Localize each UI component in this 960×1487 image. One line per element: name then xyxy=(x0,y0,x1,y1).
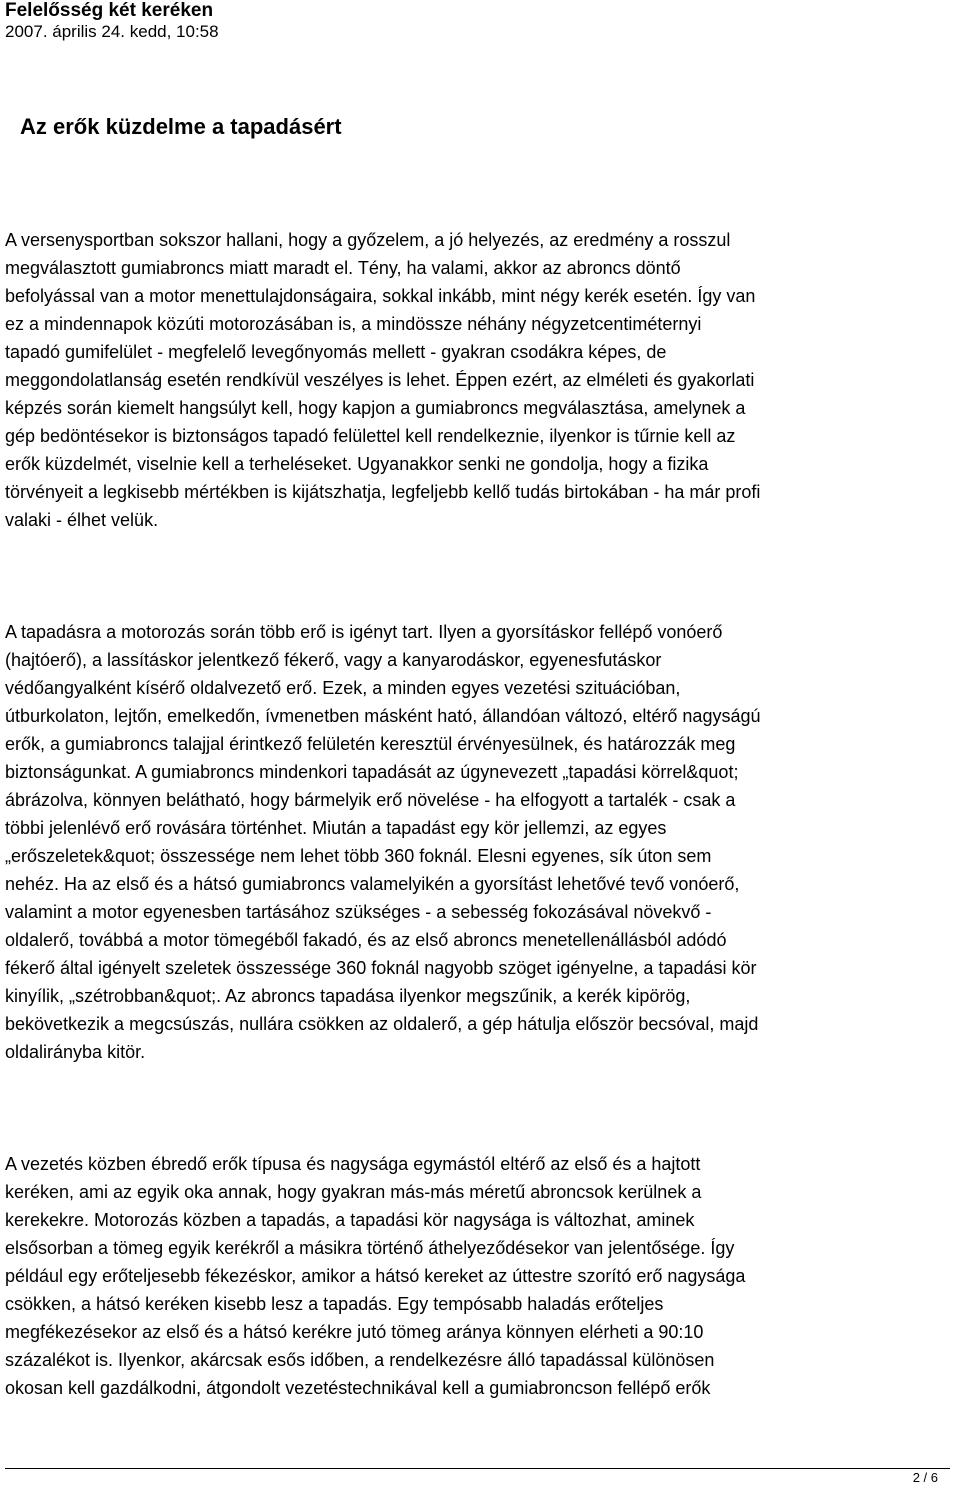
text-line: befolyással van a motor menettulajdonságaira, sokkal inkább, mint négy kerék esetén. Így van xyxy=(5,286,756,306)
footer-divider xyxy=(5,1468,950,1469)
text-line: megválasztott gumiabroncs miatt maradt el. Tény, ha valami, akkor az abroncs döntő xyxy=(5,258,681,278)
article-paragraph xyxy=(5,1150,950,1402)
text-line: képzés során kiemelt hangsúlyt kell, hogy kapjon a gumiabroncs megválasztása, amelynek a xyxy=(5,398,746,418)
text-line: például egy erőteljesebb fékezéskor, amikor a hátsó kereket az úttestre szorító erő nagysága xyxy=(5,1266,746,1286)
text-line: erők, a gumiabroncs talajjal érintkező felületén keresztül érvényesülnek, és határozzák meg xyxy=(5,734,736,754)
text-line: biztonságunkat. A gumiabroncs mindenkori tapadását az úgynevezett „tapadási körrel&quot; xyxy=(5,762,739,782)
text-line: kerekekre. Motorozás közben a tapadás, a tapadási kör nagysága is változhat, aminek xyxy=(5,1210,695,1230)
text-line: ez a mindennapok közúti motorozásában is, a mindössze néhány négyzetcentiméternyi xyxy=(5,314,702,334)
text-line: kinyílik, „szétrobban&quot;. Az abroncs tapadása ilyenkor megszűnik, a kerék kipörög, xyxy=(5,986,691,1006)
text-line: keréken, ami az egyik oka annak, hogy gyakran más-más méretű abroncsok kerülnek a xyxy=(5,1182,702,1202)
article-paragraph xyxy=(5,226,950,534)
text-line: oldalirányba kitör. xyxy=(5,1042,146,1062)
text-line: gép bedöntésekor is biztonságos tapadó felülettel kell rendelkeznie, ilyenkor is tűrnie kell az xyxy=(5,426,736,446)
text-line: meggondolatlanság esetén rendkívül veszélyes is lehet. Éppen ezért, az elméleti és gyakorlati xyxy=(5,370,755,390)
text-line: ábrázolva, könnyen belátható, hogy bármelyik erő növelése - ha elfogyott a tartalék - csak a xyxy=(5,790,736,810)
text-line: oldalerő, továbbá a motor tömegéből fakadó, és az első abroncs menetellenállásból adódó xyxy=(5,930,727,950)
text-line: nehéz. Ha az első és a hátsó gumiabroncs valamelyikén a gyorsítást lehetővé tevő vonóerő, xyxy=(5,874,740,894)
text-line: „erőszeletek&quot; összessége nem lehet több 360 foknál. Elesni egyenes, sík úton sem xyxy=(5,846,712,866)
publish-date: 2007. április 24. kedd, 10:58 xyxy=(5,22,219,41)
text-line: többi jelenlévő erő rovására történhet. Miután a tapadást egy kör jellemzi, az egyes xyxy=(5,818,667,838)
text-line: valaki - élhet velük. xyxy=(5,510,159,530)
page-number: 2 / 6 xyxy=(912,1470,938,1485)
text-line: erők küzdelmét, viselnie kell a terheléseket. Ugyanakkor senki ne gondolja, hogy a fizika xyxy=(5,454,709,474)
text-line: útburkolaton, lejtőn, emelkedőn, ívmenetben másként ható, állandóan változó, eltérő nagyságú xyxy=(5,706,761,726)
article-title: Az erők küzdelme a tapadásért xyxy=(20,114,342,139)
text-line: bekövetkezik a megcsúszás, nullára csökken az oldalerő, a gép hátulja először becsóval, majd xyxy=(5,1014,759,1034)
text-line: (hajtóerő), a lassításkor jelentkező fékerő, vagy a kanyarodáskor, egyenesfutáskor xyxy=(5,650,662,670)
text-line: védőangyalként kísérő oldalvezető erő. Ezek, a minden egyes vezetési szituációban, xyxy=(5,678,681,698)
text-line: A vezetés közben ébredő erők típusa és nagysága egymástól eltérő az első és a hajtott xyxy=(5,1154,701,1174)
text-line: okosan kell gazdálkodni, átgondolt vezetéstechnikával kell a gumiabroncson fellépő erők xyxy=(5,1378,711,1398)
text-line: fékerő által igényelt szeletek összessége 360 foknál nagyobb szöget igényelne, a tapadási kör xyxy=(5,958,757,978)
text-line: elsősorban a tömeg egyik kerékről a másikra történő áthelyeződésekor van jelentősége. Így xyxy=(5,1238,735,1258)
text-line: tapadó gumifelület - megfelelő levegőnyomás mellett - gyakran csodákra képes, de xyxy=(5,342,667,362)
text-line: A tapadásra a motorozás során több erő is igényt tart. Ilyen a gyorsításkor fellépő vonóerő xyxy=(5,622,723,642)
article-paragraph xyxy=(5,618,950,1066)
text-line: megfékezésekor az első és a hátsó kerékre jutó tömeg aránya könnyen elérheti a 90:10 xyxy=(5,1322,704,1342)
text-line: A versenysportban sokszor hallani, hogy a győzelem, a jó helyezés, az eredmény a rosszul xyxy=(5,230,731,250)
text-line: valamint a motor egyenesben tartásához szükséges - a sebesség fokozásával növekvő - xyxy=(5,902,712,922)
text-line: százalékot is. Ilyenkor, akárcsak esős időben, a rendelkezésre álló tapadással különösen xyxy=(5,1350,715,1370)
site-title: Felelősség két keréken xyxy=(5,0,214,21)
text-line: csökken, a hátsó keréken kisebb lesz a tapadás. Egy tempósabb haladás erőteljes xyxy=(5,1294,664,1314)
text-line: törvényeit a legkisebb mértékben is kijátszhatja, legfeljebb kellő tudás birtokában - ha már profi xyxy=(5,482,761,502)
